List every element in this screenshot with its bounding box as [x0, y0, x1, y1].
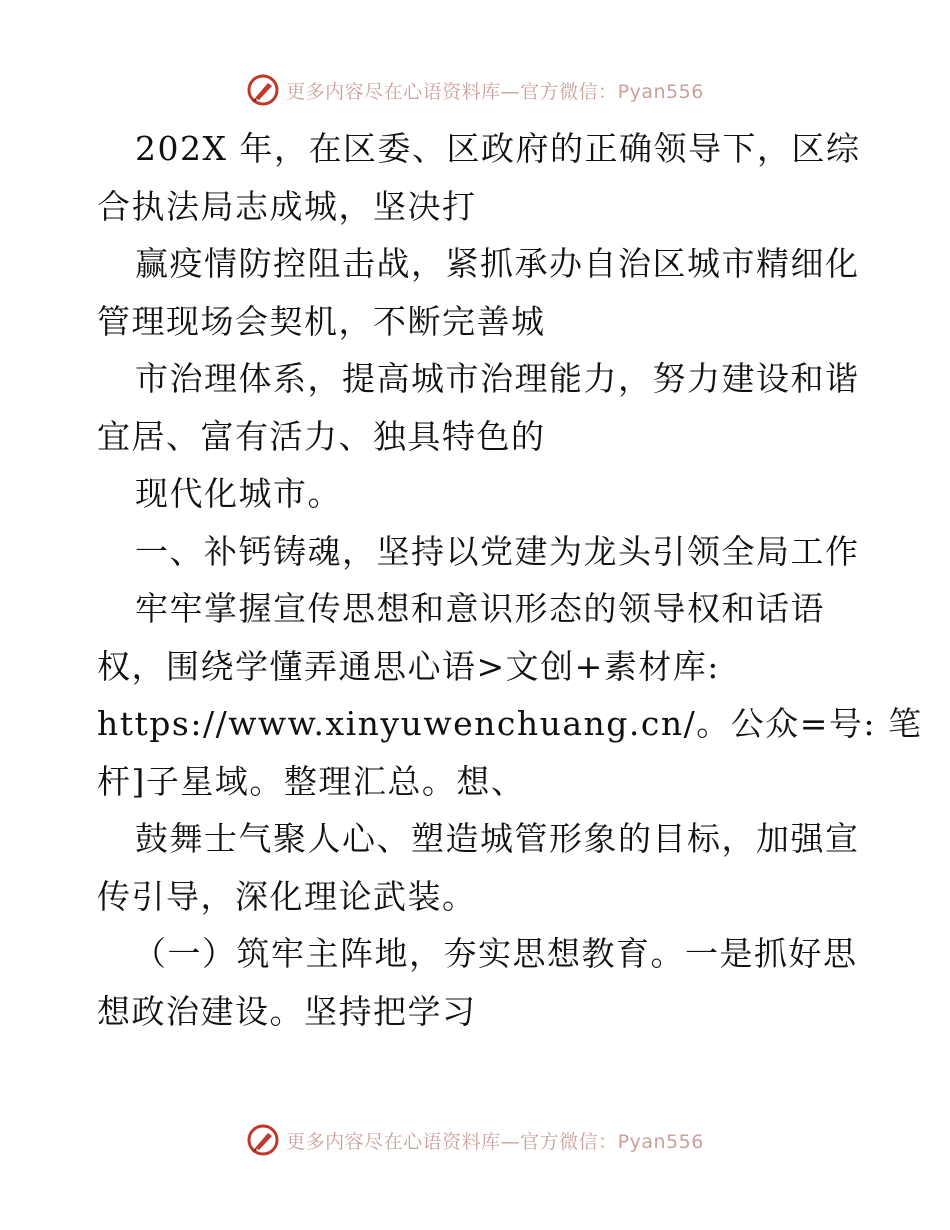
subsection-heading: （一）筑牢主阵地，夯实思想教育。一是抓好思 [133, 934, 858, 973]
pen-logo-icon [246, 1123, 280, 1157]
body-line: 市治理体系，提高城市治理能力，努力建设和谐 [135, 359, 860, 398]
body-line: https://www.xinyuwenchuang.cn/。公众=号: 笔 [97, 704, 923, 743]
body-line: 宜居、富有活力、独具特色的 [97, 416, 546, 456]
body-line: 想政治建设。坚持把学习 [97, 991, 477, 1031]
body-line: 鼓舞士气聚人心、塑造城管形象的目标，加强宣 [135, 819, 860, 858]
body-line: 杆]子星域。整理汇总。想、 [97, 761, 526, 801]
body-line: 管理现场会契机，不断完善城 [97, 301, 546, 341]
body-line: 权，围绕学懂弄通思心语>文创+素材库: [97, 646, 720, 686]
document-body [97, 120, 923, 1040]
section-heading: 一、补钙铸魂，坚持以党建为龙头引领全局工作 [135, 531, 860, 571]
pen-logo-icon [246, 73, 280, 107]
body-line: 现代化城市。 [135, 474, 342, 513]
body-line: 牢牢掌握宣传思想和意识形态的领导权和话语 [135, 589, 825, 628]
body-line: 202X 年，在区委、区政府的正确领导下，区综 [135, 129, 861, 168]
header-watermark-text: 更多内容尽在心语资料库—官方微信：Pyan556 [286, 80, 704, 103]
footer-watermark-text: 更多内容尽在心语资料库—官方微信：Pyan556 [286, 1130, 704, 1153]
body-line: 合执法局志成城，坚决打 [97, 186, 477, 226]
body-line: 赢疫情防控阻击战，紧抓承办自治区城市精细化 [135, 244, 860, 283]
header-watermark-banner [0, 70, 950, 110]
footer-watermark-banner [0, 1120, 950, 1160]
body-line: 传引导，深化理论武装。 [97, 876, 477, 916]
